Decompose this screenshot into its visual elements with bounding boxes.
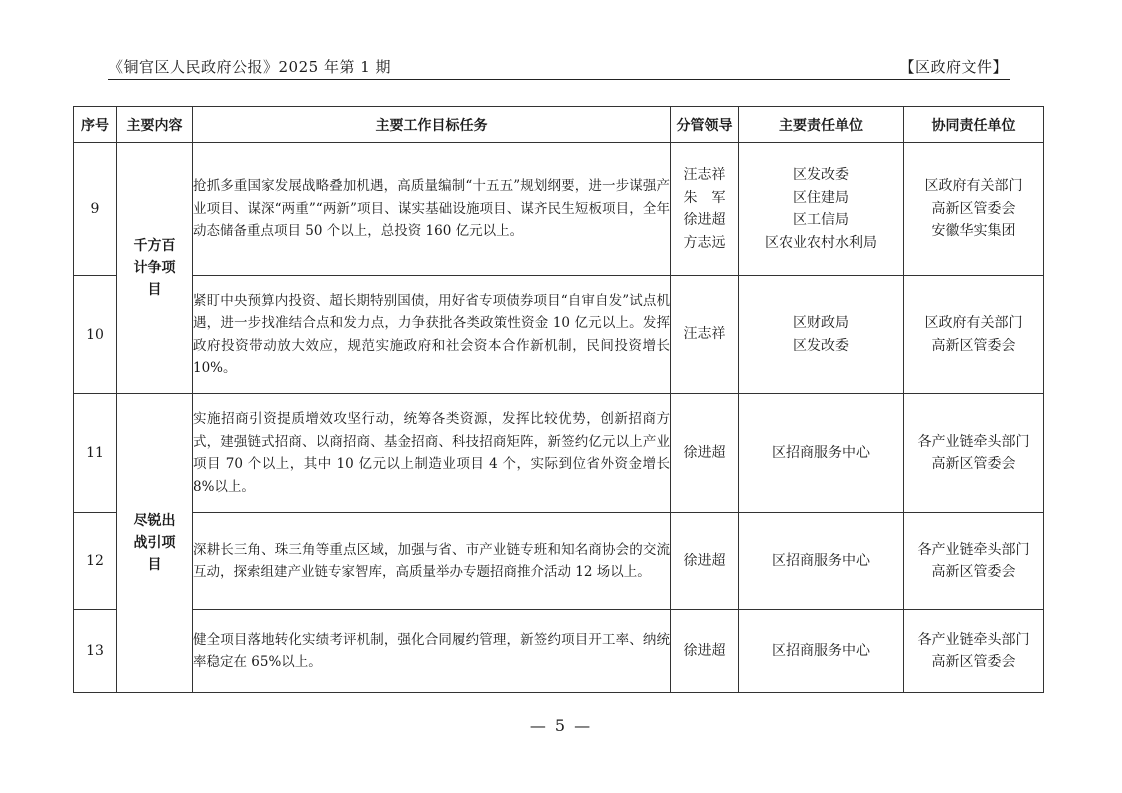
leader-name: 汪志祥 xyxy=(683,326,726,343)
leader-name: 徐进超 xyxy=(683,552,726,569)
responsible-unit: 区发改委 xyxy=(793,167,849,183)
row-responsible xyxy=(739,394,904,513)
cooperating-unit: 区政府有关部门 xyxy=(924,315,1023,331)
row-leaders xyxy=(671,394,739,513)
table-header-row xyxy=(74,107,1044,143)
cooperating-unit: 高新区管委会 xyxy=(931,564,1016,580)
task-table xyxy=(73,106,1044,693)
cooperating-unit: 各产业链牵头部门 xyxy=(917,631,1030,648)
category-cell xyxy=(117,143,193,394)
table-row xyxy=(74,394,1044,513)
row-task: 健全项目落地转化实绩考评机制，强化合同履约管理，新签约项目开工率、纳统率稳定在 65%以上。 xyxy=(193,610,671,693)
cooperating-unit: 高新区管委会 xyxy=(931,654,1016,670)
col-header-leader: 分管领导 xyxy=(671,107,739,143)
responsible-unit: 区住建局 xyxy=(793,189,849,206)
row-seq: 9 xyxy=(74,143,117,276)
row-leaders xyxy=(671,513,739,610)
category-cell xyxy=(117,394,193,693)
col-header-responsible: 主要责任单位 xyxy=(739,107,904,143)
leader-name: 方志远 xyxy=(683,234,726,251)
col-header-task: 主要工作目标任务 xyxy=(193,107,671,143)
leader-name: 徐进超 xyxy=(683,444,726,461)
cooperating-unit: 各产业链牵头部门 xyxy=(917,433,1030,450)
col-header-content: 主要内容 xyxy=(117,107,193,143)
row-responsible xyxy=(739,276,904,394)
header-rule xyxy=(108,79,1010,80)
row-responsible xyxy=(739,143,904,276)
row-responsible xyxy=(739,513,904,610)
row-task: 紧盯中央预算内投资、超长期特别国债，用好省专项债券项目“自审自发”试点机遇，进一步找准结合点和发力点，力争获批各类政策性资金 10 亿元以上。发挥政府投资带动放大效应，规范实施政府和社会资本合作新机制，民间投资增长 10%。 xyxy=(193,276,671,394)
page-header xyxy=(108,56,1008,78)
row-cooperating xyxy=(904,610,1044,693)
row-leaders xyxy=(671,610,739,693)
col-header-seq: 序号 xyxy=(74,107,117,143)
row-cooperating xyxy=(904,513,1044,610)
col-header-cooperating: 协同责任单位 xyxy=(904,107,1044,143)
row-cooperating xyxy=(904,276,1044,394)
cooperating-unit: 各产业链牵头部门 xyxy=(917,541,1030,558)
responsible-unit: 区招商服务中心 xyxy=(772,444,870,461)
cooperating-unit: 区政府有关部门 xyxy=(924,178,1023,195)
row-task: 抢抓多重国家发展战略叠加机遇，高质量编制“十五五”规划纲要，进一步谋强产业项目、谋深“两重”“两新”项目、谋实基础设施项目、谋齐民生短板项目，全年动态储备重点项目 50 个以上，总投资 160 亿元以上。 xyxy=(193,143,671,276)
responsible-unit: 区招商服务中心 xyxy=(772,642,870,659)
cooperating-unit: 高新区管委会 xyxy=(931,200,1016,217)
cooperating-unit: 高新区管委会 xyxy=(931,456,1016,472)
leader-name: 朱 军 xyxy=(683,189,726,206)
leader-name: 汪志祥 xyxy=(683,167,726,183)
row-seq: 11 xyxy=(74,394,117,513)
leader-name: 徐进超 xyxy=(683,642,726,659)
table-row xyxy=(74,143,1044,276)
section-label: 【区政府文件】 xyxy=(899,58,1008,76)
row-seq: 13 xyxy=(74,610,117,693)
row-seq: 10 xyxy=(74,276,117,394)
row-cooperating xyxy=(904,394,1044,513)
cooperating-unit: 安徽华实集团 xyxy=(931,223,1016,240)
responsible-unit: 区财政局 xyxy=(793,315,849,331)
leader-name: 徐进超 xyxy=(683,212,726,228)
page-number: — 5 — xyxy=(529,716,593,735)
table-row xyxy=(74,276,1044,394)
responsible-unit: 区工信局 xyxy=(793,212,849,228)
category-label: 尽锐出战引项目 xyxy=(133,513,176,573)
row-leaders xyxy=(671,143,739,276)
row-responsible xyxy=(739,610,904,693)
row-seq: 12 xyxy=(74,513,117,610)
table-row xyxy=(74,513,1044,610)
row-leaders xyxy=(671,276,739,394)
cooperating-unit: 高新区管委会 xyxy=(931,337,1016,354)
row-task: 深耕长三角、珠三角等重点区域，加强与省、市产业链专班和知名商协会的交流互动，探索组建产业链专家智库，高质量举办专题招商推介活动 12 场以上。 xyxy=(193,513,671,610)
row-task: 实施招商引资提质增效攻坚行动，统筹各类资源，发挥比较优势，创新招商方式，建强链式招商、以商招商、基金招商、科技招商矩阵，新签约亿元以上产业项目 70 个以上，其中 10 亿元以上制造业项目 4 个，实际到位省外资金增长 8%以上。 xyxy=(193,394,671,513)
row-cooperating xyxy=(904,143,1044,276)
responsible-unit: 区发改委 xyxy=(793,337,849,354)
category-label: 千方百计争项目 xyxy=(133,238,176,298)
responsible-unit: 区招商服务中心 xyxy=(772,552,870,569)
responsible-unit: 区农业农村水利局 xyxy=(765,234,877,251)
table-row xyxy=(74,610,1044,693)
bulletin-title: 《铜官区人民政府公报》2025 年第 1 期 xyxy=(108,58,392,76)
